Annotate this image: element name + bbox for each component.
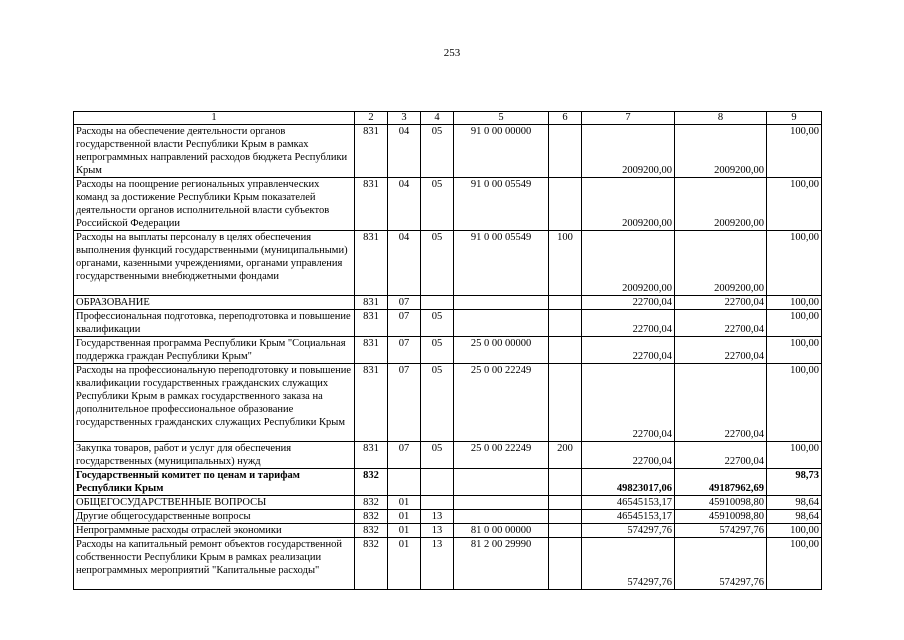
section-code-cell: 01: [388, 538, 421, 590]
target-code-cell: 25 0 00 22249: [454, 442, 549, 469]
subsection-code-cell: 05: [421, 125, 454, 178]
row-name-cell: Расходы на профессиональную переподготовку и повышение квалификации государственных гражданских служащих Республики Крым в рамках государственного заказа на дополнительное профессиональное образование государственных гражданских служащих Республики Крым: [74, 364, 355, 442]
target-code-cell: 81 2 00 29990: [454, 538, 549, 590]
admin-code-cell: 831: [355, 296, 388, 310]
page-number: 253: [443, 47, 461, 59]
approved-amount-cell: 22700,04: [582, 310, 675, 337]
executed-amount-cell: 45910098,80: [675, 510, 767, 524]
target-code-cell: 81 0 00 00000: [454, 524, 549, 538]
column-header: 8: [675, 112, 767, 125]
approved-amount-cell: 22700,04: [582, 296, 675, 310]
approved-amount-cell: 22700,04: [582, 337, 675, 364]
subsection-code-cell: [421, 469, 454, 496]
executed-amount-cell: 2009200,00: [675, 125, 767, 178]
subsection-code-cell: 13: [421, 524, 454, 538]
table-row: [74, 510, 822, 524]
expense-type-cell: [549, 510, 582, 524]
subsection-code-cell: 05: [421, 178, 454, 231]
admin-code-cell: 832: [355, 524, 388, 538]
executed-amount-cell: 2009200,00: [675, 178, 767, 231]
expense-type-cell: [549, 538, 582, 590]
expense-type-cell: [549, 337, 582, 364]
section-code-cell: 04: [388, 178, 421, 231]
section-code-cell: 07: [388, 310, 421, 337]
admin-code-cell: 831: [355, 178, 388, 231]
executed-amount-cell: 22700,04: [675, 442, 767, 469]
table-row: [74, 442, 822, 469]
section-code-cell: 07: [388, 296, 421, 310]
subsection-code-cell: [421, 296, 454, 310]
executed-amount-cell: 22700,04: [675, 364, 767, 442]
approved-amount-cell: 574297,76: [582, 538, 675, 590]
subsection-code-cell: 13: [421, 538, 454, 590]
approved-amount-cell: 46545153,17: [582, 510, 675, 524]
expense-type-cell: [549, 296, 582, 310]
column-header: 7: [582, 112, 675, 125]
percent-cell: 100,00: [767, 178, 822, 231]
section-code-cell: 01: [388, 510, 421, 524]
table-row: [74, 538, 822, 590]
approved-amount-cell: 574297,76: [582, 524, 675, 538]
subsection-code-cell: 05: [421, 231, 454, 296]
target-code-cell: [454, 510, 549, 524]
expense-type-cell: [549, 364, 582, 442]
percent-cell: 100,00: [767, 524, 822, 538]
admin-code-cell: 831: [355, 125, 388, 178]
row-name-cell: Непрограммные расходы отраслей экономики: [74, 524, 355, 538]
table-row: [74, 125, 822, 178]
percent-cell: 100,00: [767, 231, 822, 296]
percent-cell: 100,00: [767, 125, 822, 178]
subsection-code-cell: 05: [421, 442, 454, 469]
percent-cell: 100,00: [767, 310, 822, 337]
percent-cell: 100,00: [767, 364, 822, 442]
section-code-cell: 07: [388, 442, 421, 469]
row-name-cell: Расходы на выплаты персоналу в целях обеспечения выполнения функций государственными (муниципальными) органами, казенными учреждениями, органами управления государственными внебюджетными фондами: [74, 231, 355, 296]
admin-code-cell: 832: [355, 510, 388, 524]
target-code-cell: [454, 496, 549, 510]
column-header: 4: [421, 112, 454, 125]
percent-cell: 100,00: [767, 538, 822, 590]
executed-amount-cell: 49187962,69: [675, 469, 767, 496]
section-code-cell: 01: [388, 496, 421, 510]
row-name-cell: Расходы на поощрение региональных управленческих команд за достижение Республики Крым показателей деятельности органов исполнительной власти субъектов Российской Федерации: [74, 178, 355, 231]
executed-amount-cell: 22700,04: [675, 296, 767, 310]
admin-code-cell: 831: [355, 442, 388, 469]
executed-amount-cell: 22700,04: [675, 310, 767, 337]
executed-amount-cell: 574297,76: [675, 524, 767, 538]
row-name-cell: Закупка товаров, работ и услуг для обеспечения государственных (муниципальных) нужд: [74, 442, 355, 469]
approved-amount-cell: 2009200,00: [582, 231, 675, 296]
row-name-cell: Государственный комитет по ценам и тарифам Республики Крым: [74, 469, 355, 496]
approved-amount-cell: 49823017,06: [582, 469, 675, 496]
column-header: 2: [355, 112, 388, 125]
percent-cell: 98,64: [767, 496, 822, 510]
expense-type-cell: 200: [549, 442, 582, 469]
subsection-code-cell: 05: [421, 310, 454, 337]
target-code-cell: 25 0 00 22249: [454, 364, 549, 442]
row-name-cell: Расходы на обеспечение деятельности органов государственной власти Республики Крым в рамках непрограммных направлений расходов бюджета Республики Крым: [74, 125, 355, 178]
row-name-cell: Профессиональная подготовка, переподготовка и повышение квалификации: [74, 310, 355, 337]
section-code-cell: 07: [388, 337, 421, 364]
table-row: [74, 337, 822, 364]
section-code-cell: 01: [388, 524, 421, 538]
row-name-cell: ОБРАЗОВАНИЕ: [74, 296, 355, 310]
expense-type-cell: 100: [549, 231, 582, 296]
expense-type-cell: [549, 178, 582, 231]
expense-type-cell: [549, 524, 582, 538]
executed-amount-cell: 574297,76: [675, 538, 767, 590]
percent-cell: 100,00: [767, 337, 822, 364]
approved-amount-cell: 2009200,00: [582, 178, 675, 231]
percent-cell: 100,00: [767, 296, 822, 310]
table-row: [74, 496, 822, 510]
approved-amount-cell: 46545153,17: [582, 496, 675, 510]
subsection-code-cell: 05: [421, 364, 454, 442]
target-code-cell: 91 0 00 05549: [454, 178, 549, 231]
subsection-code-cell: 13: [421, 510, 454, 524]
table-row: [74, 524, 822, 538]
executed-amount-cell: 45910098,80: [675, 496, 767, 510]
target-code-cell: 91 0 00 00000: [454, 125, 549, 178]
admin-code-cell: 831: [355, 231, 388, 296]
expense-type-cell: [549, 125, 582, 178]
admin-code-cell: 832: [355, 538, 388, 590]
admin-code-cell: 832: [355, 496, 388, 510]
percent-cell: 98,73: [767, 469, 822, 496]
target-code-cell: 25 0 00 00000: [454, 337, 549, 364]
column-header: 5: [454, 112, 549, 125]
percent-cell: 100,00: [767, 442, 822, 469]
admin-code-cell: 831: [355, 310, 388, 337]
table-header-row: [74, 112, 822, 125]
approved-amount-cell: 22700,04: [582, 442, 675, 469]
executed-amount-cell: 2009200,00: [675, 231, 767, 296]
executed-amount-cell: 22700,04: [675, 337, 767, 364]
table-row: [74, 296, 822, 310]
column-header: 6: [549, 112, 582, 125]
row-name-cell: Другие общегосударственные вопросы: [74, 510, 355, 524]
budget-table: [73, 111, 822, 590]
expense-type-cell: [549, 310, 582, 337]
section-code-cell: [388, 469, 421, 496]
subsection-code-cell: 05: [421, 337, 454, 364]
table-row: [74, 231, 822, 296]
expense-type-cell: [549, 469, 582, 496]
subsection-code-cell: [421, 496, 454, 510]
row-name-cell: ОБЩЕГОСУДАРСТВЕННЫЕ ВОПРОСЫ: [74, 496, 355, 510]
approved-amount-cell: 2009200,00: [582, 125, 675, 178]
table-row: [74, 364, 822, 442]
table-row: [74, 469, 822, 496]
column-header: 3: [388, 112, 421, 125]
row-name-cell: Государственная программа Республики Крым "Социальная поддержка граждан Республики Крым": [74, 337, 355, 364]
row-name-cell: Расходы на капитальный ремонт объектов государственной собственности Республики Крым в рамках реализации непрограммных мероприятий "Капитальные расходы": [74, 538, 355, 590]
target-code-cell: 91 0 00 05549: [454, 231, 549, 296]
expense-type-cell: [549, 496, 582, 510]
table-row: [74, 178, 822, 231]
target-code-cell: [454, 310, 549, 337]
target-code-cell: [454, 469, 549, 496]
approved-amount-cell: 22700,04: [582, 364, 675, 442]
target-code-cell: [454, 296, 549, 310]
column-header: 9: [767, 112, 822, 125]
admin-code-cell: 831: [355, 337, 388, 364]
section-code-cell: 04: [388, 231, 421, 296]
percent-cell: 98,64: [767, 510, 822, 524]
admin-code-cell: 832: [355, 469, 388, 496]
table-row: [74, 310, 822, 337]
admin-code-cell: 831: [355, 364, 388, 442]
section-code-cell: 04: [388, 125, 421, 178]
column-header: 1: [74, 112, 355, 125]
section-code-cell: 07: [388, 364, 421, 442]
